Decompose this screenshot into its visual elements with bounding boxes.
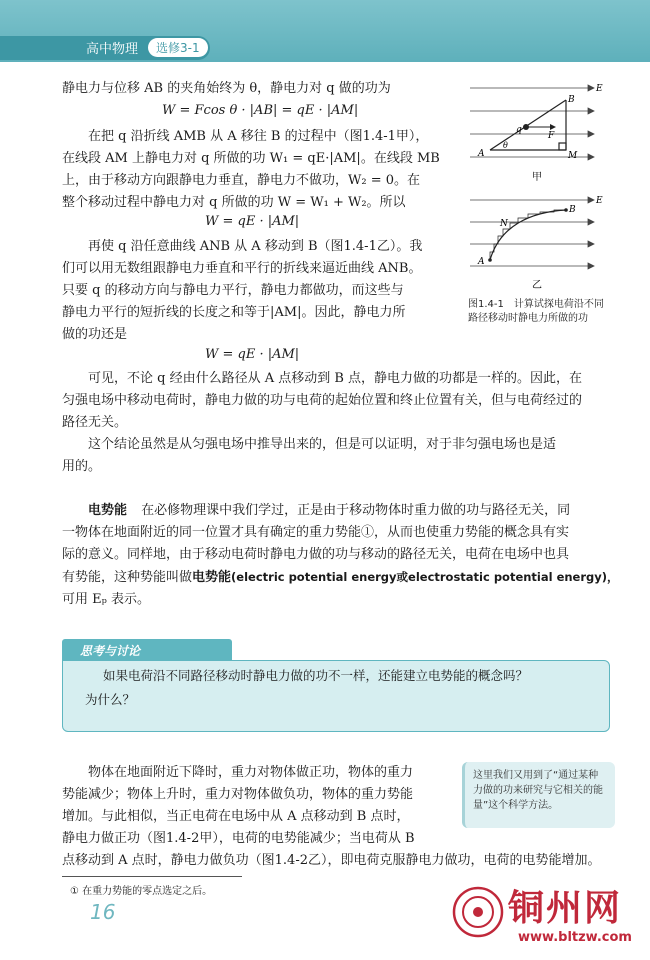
text-line: 们可以用无数组跟静电力垂直和平行的折线来逼近曲线 ANB。 (62, 261, 422, 276)
volume-badge: 选修3-1 (148, 38, 208, 57)
text-line: 只要 q 的移动方向与静电力平行，静电力都做功，而这些与 (62, 283, 404, 298)
label-q: q (516, 125, 522, 135)
discussion-line: 如果电荷沿不同路径移动时静电力做的功不一样，还能建立电势能的概念吗？ (103, 668, 529, 683)
label-a: A (478, 149, 485, 159)
paragraph-2 (62, 126, 452, 214)
term-english: (electric potential energy或electrostatic potential energy)， (231, 570, 619, 584)
book-title: 高中物理 (86, 42, 139, 57)
side-note (462, 762, 615, 828)
label-m: M (568, 151, 578, 161)
text-line: 静电力平行的短折线的长度之和等于|AM|。因此，静电力所 (62, 305, 406, 320)
caption-line: 路径移动时静电力所做的功 (468, 313, 588, 324)
text-line: 在线段 AM 上静电力对 q 所做的功 W₁ = qE·|AM|。在线段 MB (62, 151, 440, 166)
text-line: 用的。 (62, 459, 102, 474)
label-e-2: E (596, 196, 603, 206)
text-line: 再使 q 沿任意曲线 ANB 从 A 移动到 B（图1.4-1乙）。我 (88, 239, 423, 254)
discussion-title: 思考与讨论 (80, 644, 141, 658)
label-e: E (596, 84, 603, 94)
text-line: 上，由于移动方向跟静电力垂直，静电力不做功，W₂ = 0。在 (62, 173, 421, 188)
figure-caption (468, 298, 618, 326)
text-line: 整个移动过程中静电力对 q 所做的功 W = W₁ + W₂。所以 (62, 195, 406, 210)
watermark-url: www.bltzw.com (518, 930, 632, 945)
paragraph-3 (62, 236, 452, 346)
text-line: 物体在地面附近下降时，重力对物体做正功，物体的重力 (88, 765, 414, 780)
label-f: F (548, 131, 555, 141)
text-line: 做的功还是 (62, 327, 128, 342)
label-b-2: B (569, 205, 576, 215)
text-line: 有势能，这种势能叫做 (62, 570, 193, 585)
caption-line: 图1.4-1 计算试探电荷沿不同 (468, 299, 604, 310)
text-line: 这个结论虽然是从匀强电场中推导出来的，但是可以证明，对于非匀强电场也是适 (88, 437, 557, 452)
text-line: 在必修物理课中我们学过，正是由于移动物体时重力做的功与路径无关，同 (141, 503, 571, 518)
text-line: 点移动到 A 点时，静电力做负功（图1.4-2乙），即电荷克服静电力做功，电荷的电势能增加。 (62, 853, 601, 868)
term-bold: 电势能 (192, 570, 232, 585)
section-heading: 电势能 (88, 503, 128, 518)
formula-2: W = qE · |AM| (205, 214, 300, 229)
text-line: 可见，不论 q 经由什么路径从 A 点移动到 B 点，静电力做的功都是一样的。因此，在 (88, 371, 583, 386)
label-a-2: A (478, 257, 485, 267)
watermark-logo-icon (452, 886, 504, 938)
side-note-text: 这里我们又用到了“通过某种力做的功来研究与它相关的能量”这个科学方法。 (473, 770, 603, 811)
paragraph-4 (62, 368, 622, 434)
subfigure-label-yi: 乙 (532, 280, 542, 291)
subfigure-label-jia: 甲 (532, 172, 542, 183)
figure-1-4-1 (470, 76, 620, 396)
label-b: B (568, 95, 575, 105)
section-potential-energy (62, 500, 622, 611)
label-n: N (500, 219, 508, 229)
page-number: 16 (90, 900, 116, 924)
footnote: ① 在重力势能的零点选定之后。 (70, 886, 213, 897)
label-theta: θ (503, 141, 508, 150)
text-line: 匀强电场中移动电荷时，静电力做的功与电荷的起始位置和终止位置有关，但与电荷经过的 (62, 393, 583, 408)
text-line: 增加。与此相似，当正电荷在电场中从 A 点移动到 B 点时， (62, 809, 410, 824)
watermark-text: 铜州网 (508, 888, 623, 929)
text-line: 路径无关。 (62, 415, 128, 430)
paragraph-5 (62, 434, 622, 478)
paragraph-1: 静电力与位移 AB 的夹角始终为 θ，静电力对 q 做的功为 (62, 81, 391, 96)
footnote-divider (62, 876, 242, 877)
text-line: 一物体在地面附近的同一位置才具有确定的重力势能①，从而也使重力势能的概念具有实 (62, 525, 570, 540)
text-line: 势能减少；物体上升时，重力对物体做负功，物体的重力势能 (62, 787, 414, 802)
text-line: 在把 q 沿折线 AMB 从 A 移往 B 的过程中（图1.4-1甲）， (88, 129, 429, 144)
text-line: 静电力做正功（图1.4-2甲），电荷的电势能减少；当电荷从 B (62, 831, 415, 846)
text-line: 际的意义。同样地，由于移动电荷时静电力做的功与移动的路径无关，电荷在电场中也具 (62, 547, 570, 562)
formula-1: W = Fcos θ · |AB| = qE · |AM| (162, 103, 359, 118)
discussion-box (62, 660, 610, 732)
discussion-header (62, 639, 232, 661)
discussion-line: 为什么？ (85, 692, 136, 707)
formula-3: W = qE · |AM| (205, 347, 300, 362)
text-line: 可用 Eₚ 表示。 (62, 592, 150, 607)
